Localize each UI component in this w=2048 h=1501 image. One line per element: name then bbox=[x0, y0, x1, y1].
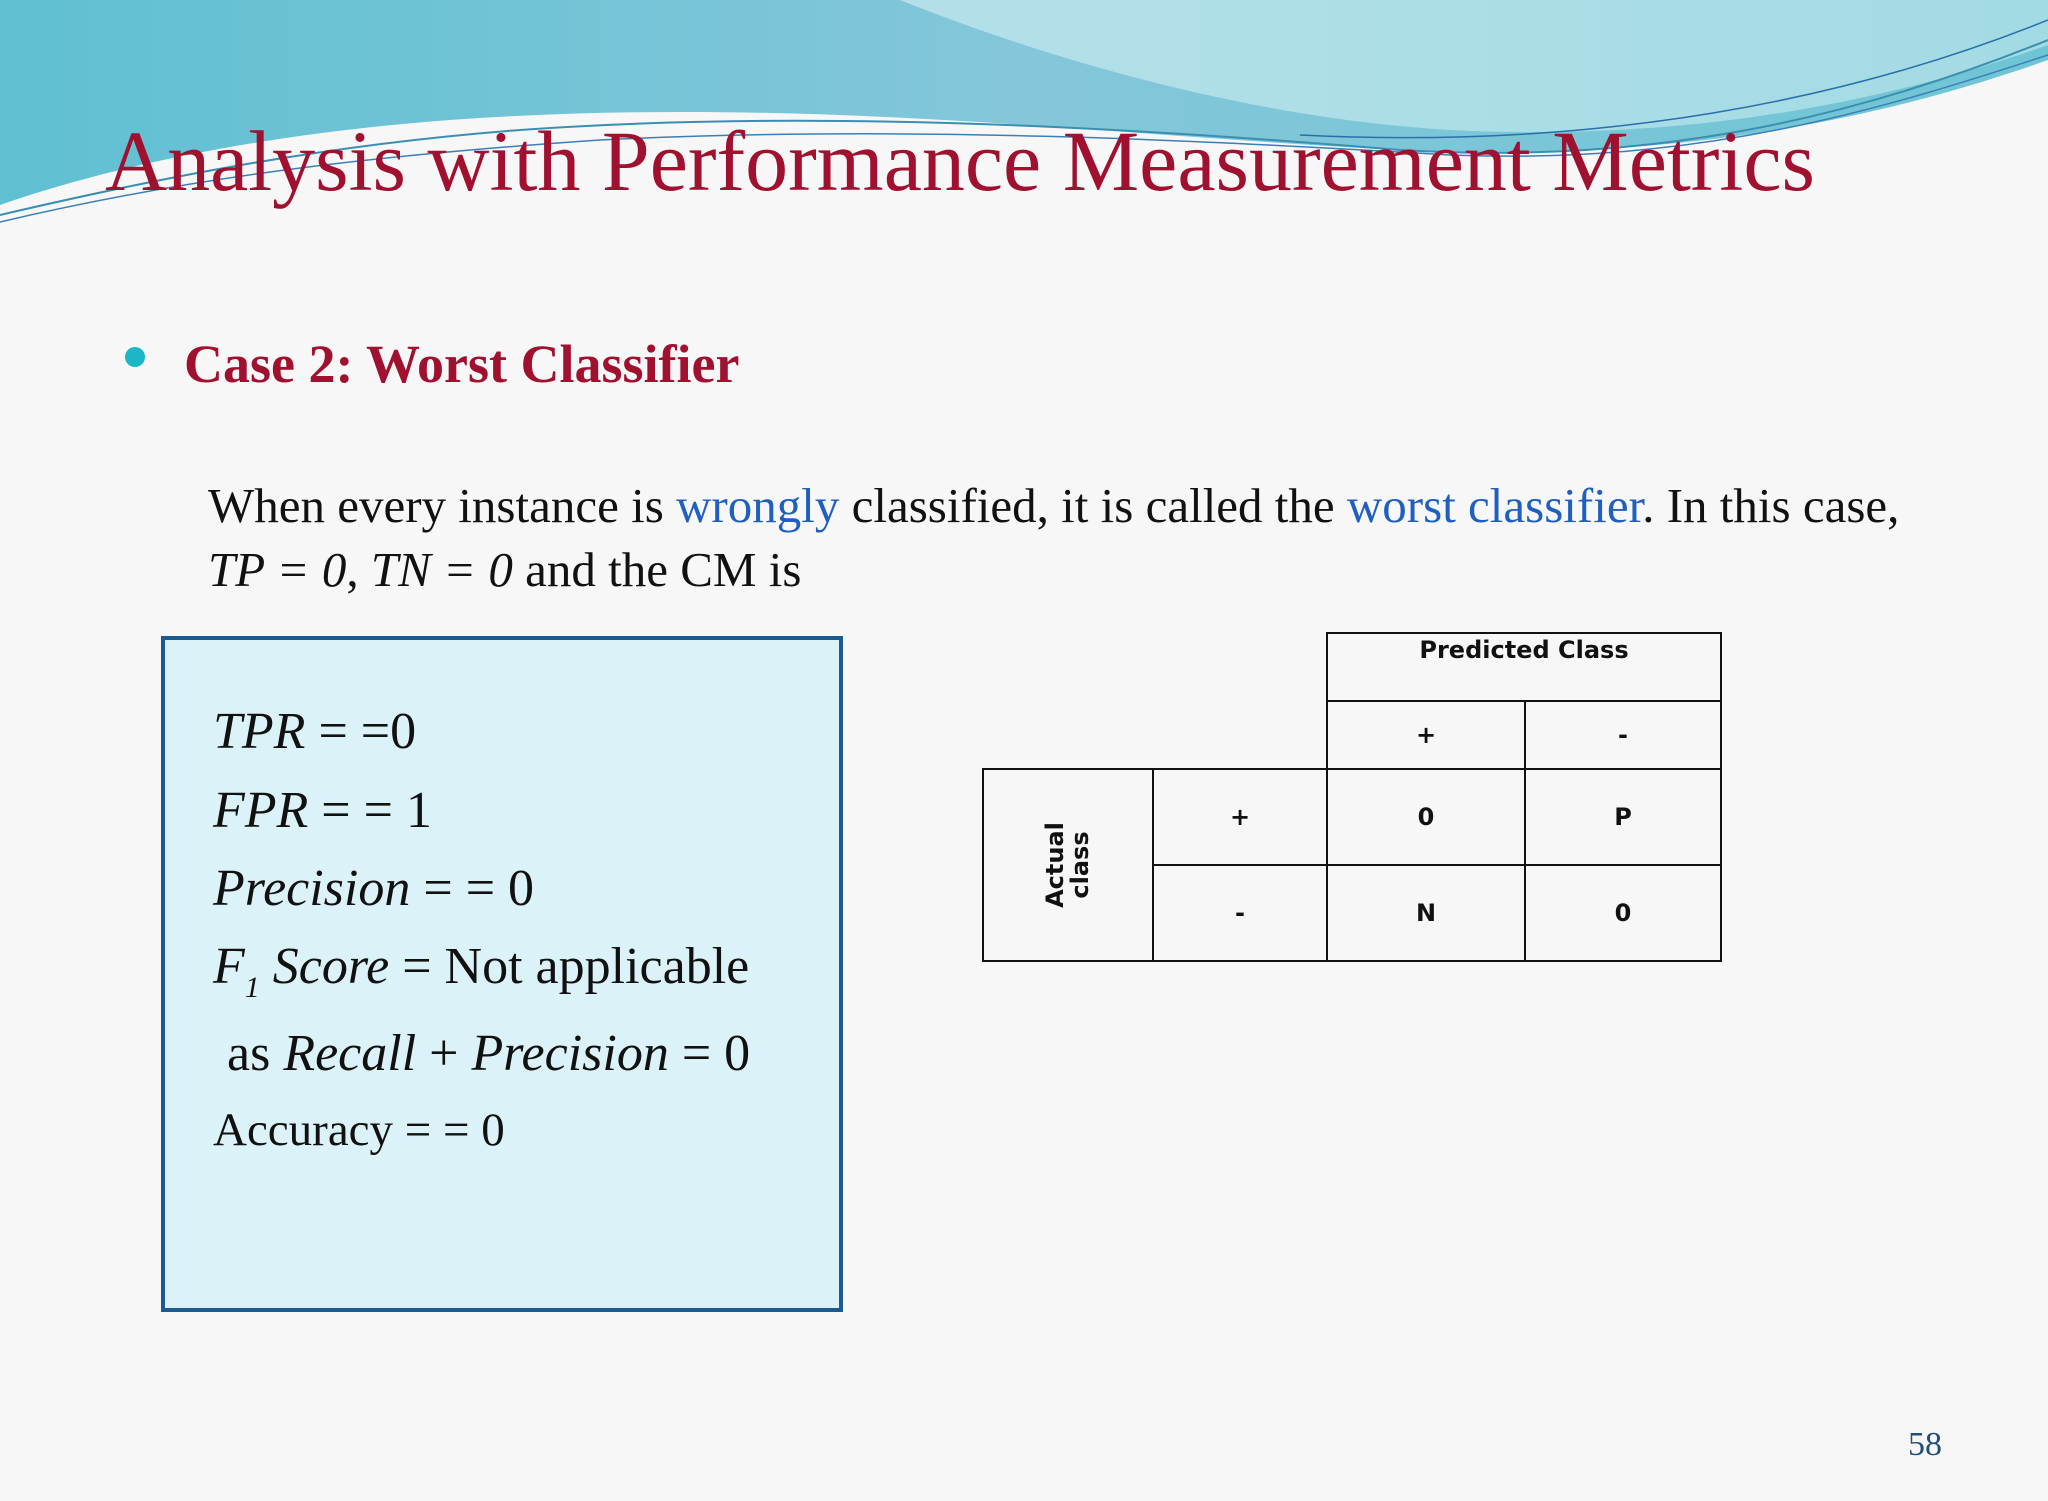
fpr-line bbox=[213, 780, 432, 842]
f1-value: = Not applicable bbox=[389, 938, 750, 995]
case-heading: Case 2: Worst Classifier bbox=[184, 334, 740, 394]
recall-label: Recall bbox=[283, 1025, 417, 1082]
as-text: as bbox=[227, 1025, 284, 1082]
plus-sign: + bbox=[416, 1025, 472, 1082]
fpr-label: FPR bbox=[213, 782, 309, 839]
f1-subscript: 1 bbox=[244, 971, 260, 1004]
precision-label-2: Precision bbox=[471, 1025, 669, 1082]
description-paragraph bbox=[208, 474, 1948, 602]
cm-cell-tn: 0 bbox=[1524, 864, 1722, 962]
para-text: classified, it is called the bbox=[839, 478, 1347, 533]
actual-class-header-cell bbox=[982, 768, 1154, 962]
tn-expression: TN = 0 bbox=[370, 542, 513, 597]
precision-value: = = 0 bbox=[410, 860, 535, 917]
precision-line bbox=[213, 858, 534, 920]
predicted-class-header: Predicted Class bbox=[1326, 632, 1722, 702]
highlight-worst-classifier: worst classifier bbox=[1346, 478, 1643, 533]
para-text: When every instance is bbox=[208, 478, 677, 533]
cm-cell-tp: 0 bbox=[1326, 768, 1526, 866]
metrics-box bbox=[161, 636, 843, 1312]
cm-cell-fp: N bbox=[1326, 864, 1526, 962]
row-label-positive: + bbox=[1152, 768, 1328, 866]
row-label-negative: - bbox=[1152, 864, 1328, 962]
highlight-wrongly: wrongly bbox=[676, 478, 840, 533]
tpr-label: TPR bbox=[213, 703, 306, 760]
bullet-icon bbox=[125, 347, 145, 367]
f1-line bbox=[213, 936, 749, 1006]
para-text: and the CM is bbox=[512, 542, 802, 597]
recall-precision-line bbox=[227, 1023, 750, 1085]
tpr-line bbox=[213, 701, 416, 763]
para-text: . In this case, bbox=[1642, 478, 1900, 533]
fpr-value: = = 1 bbox=[308, 782, 432, 839]
page-number: 58 bbox=[1908, 1426, 1942, 1463]
col-label-positive: + bbox=[1326, 700, 1526, 770]
accuracy-line: Accuracy = = 0 bbox=[213, 1104, 505, 1156]
cm-cell-fn: P bbox=[1524, 768, 1722, 866]
f1-score-word: Score bbox=[259, 938, 390, 995]
equals-zero: = 0 bbox=[668, 1025, 751, 1082]
actual-class-header: Actual class bbox=[1040, 822, 1094, 908]
slide-title: Analysis with Performance Measurement Metrics bbox=[105, 113, 1815, 209]
tpr-value: = =0 bbox=[305, 703, 417, 760]
precision-label: Precision bbox=[213, 860, 411, 917]
col-label-negative: - bbox=[1524, 700, 1722, 770]
f1-label: F bbox=[213, 938, 245, 995]
para-text: , bbox=[346, 542, 371, 597]
tp-expression: TP = 0 bbox=[208, 542, 347, 597]
